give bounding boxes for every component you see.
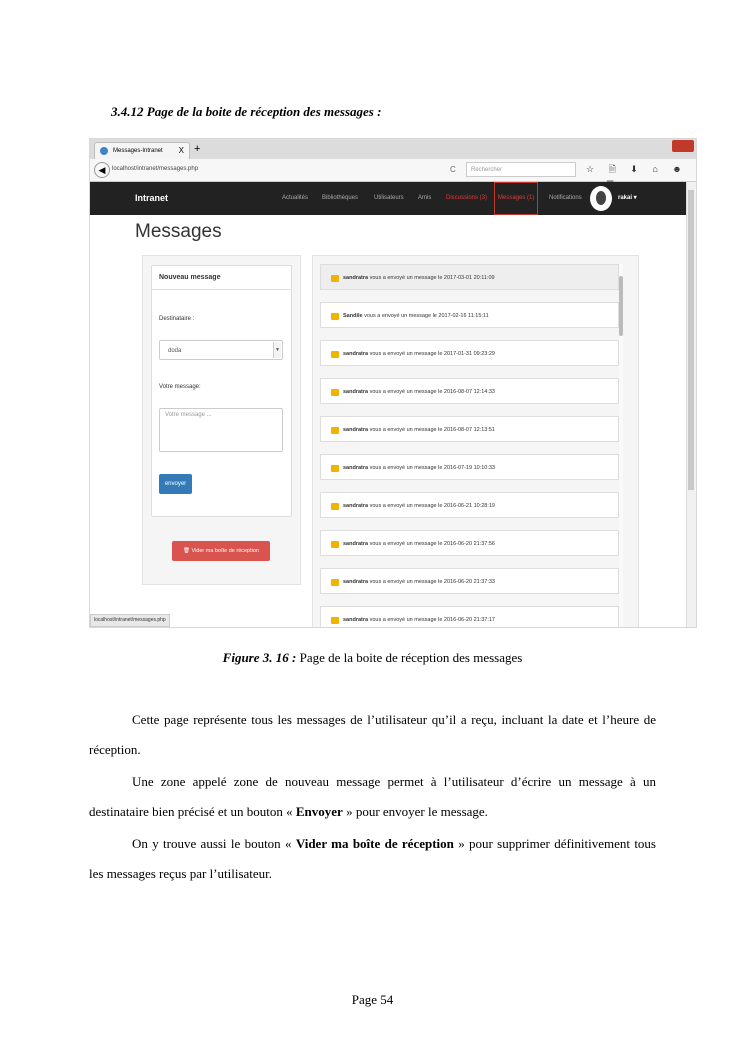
list-item[interactable]: [320, 492, 619, 518]
message-sender: Sandile: [343, 313, 363, 319]
status-bar-url: localhost/intranet/messages.php: [90, 614, 170, 627]
paragraph-2-bold: Envoyer: [295, 804, 343, 819]
envelope-icon: [331, 579, 339, 586]
tab-close-icon[interactable]: X: [178, 146, 184, 155]
section-heading: 3.4.12 Page de la boite de réception des messages :: [111, 104, 382, 119]
user-menu[interactable]: rakai ▾: [618, 195, 637, 201]
nav-item-bibliotheques[interactable]: Bibliothèques: [322, 195, 359, 201]
chevron-down-icon: ▼: [273, 342, 281, 358]
envelope-icon: [331, 275, 339, 282]
message-text: vous a envoyé un message le 2017-03-01 20:11:09: [369, 275, 495, 281]
envelope-icon: [331, 617, 339, 624]
url-field[interactable]: localhost/intranet/messages.php: [112, 166, 199, 172]
message-sender: sandratra: [343, 427, 369, 433]
envelope-icon: [331, 541, 339, 548]
new-tab-button[interactable]: +: [194, 143, 201, 155]
envelope-icon: [331, 389, 339, 396]
reload-icon[interactable]: C: [450, 165, 456, 174]
message-text: vous a envoyé un message le 2016-06-20 21:37:17: [369, 617, 495, 623]
message-text: vous a envoyé un message le 2016-08-07 12:14:33: [369, 389, 495, 395]
site-favicon-icon: [100, 147, 108, 155]
browser-search-input[interactable]: Rechercher: [466, 162, 576, 177]
envelope-icon: [331, 503, 339, 510]
nav-item-amis[interactable]: Amis: [418, 195, 432, 201]
panel-title: Nouveau message: [152, 266, 291, 290]
page-title: Messages: [135, 221, 222, 242]
message-text: vous a envoyé un message le 2016-07-19 10:10:33: [369, 465, 495, 471]
paragraph-3-bold: Vider ma boîte de réception: [295, 836, 454, 851]
paragraph-3-text-c: » pour supprimer définitivement tous les messages reçus par l’utilisateur.: [89, 836, 656, 881]
navbar-brand[interactable]: Intranet: [135, 193, 169, 203]
envelope-icon: [331, 351, 339, 358]
inbox-scrollbar[interactable]: [619, 264, 623, 628]
list-item[interactable]: [320, 568, 619, 594]
paragraph-3: [89, 829, 656, 889]
list-item[interactable]: [320, 264, 619, 290]
browser-toolbar-icons[interactable]: ☆ 🗎 ⬇ ⌂ ☻: [586, 164, 688, 174]
browser-tab[interactable]: [94, 142, 190, 159]
recipient-value: doda: [168, 348, 182, 354]
nav-item-messages[interactable]: Messages (1): [494, 182, 538, 215]
message-sender: sandratra: [343, 465, 369, 471]
page-scrollbar[interactable]: [686, 182, 696, 628]
message-text: vous a envoyé un message le 2016-08-07 12:13:51: [369, 427, 495, 433]
address-bar: [90, 159, 696, 182]
new-message-panel: [151, 265, 292, 517]
back-arrow-icon[interactable]: ◀: [94, 162, 110, 178]
caption-label: Figure 3. 16 :: [222, 650, 297, 665]
message-textarea[interactable]: Votre message ...: [159, 408, 283, 452]
nav-item-discussions[interactable]: Discussions (3): [446, 195, 488, 201]
message-label: Votre message:: [159, 384, 201, 390]
message-text: vous a envoyé un message le 2017-02-16 11:15:11: [364, 313, 489, 319]
nav-item-actualites[interactable]: Actualités: [282, 195, 309, 201]
message-sender: sandratra: [343, 541, 369, 547]
list-item[interactable]: [320, 340, 619, 366]
message-text: vous a envoyé un message le 2017-01-31 09:23:29: [369, 351, 495, 357]
empty-inbox-button[interactable]: 🗑 Vider ma boîte de réception: [172, 541, 270, 561]
figure-caption: [0, 650, 745, 666]
window-close-icon[interactable]: [672, 140, 694, 152]
list-item[interactable]: [320, 530, 619, 556]
recipient-label: Destinataire :: [159, 316, 195, 322]
message-sender: sandratra: [343, 503, 369, 509]
paragraph-1-text: Cette page représente tous les messages de l’utilisateur qu’il a reçu, incluant la date et l’heure de réception.: [89, 712, 656, 757]
nav-item-utilisateurs[interactable]: Utilisateurs: [374, 195, 404, 201]
paragraph-1: [89, 705, 656, 765]
paragraph-2: [89, 767, 656, 827]
message-text: vous a envoyé un message le 2016-06-21 10:28:19: [369, 503, 495, 509]
paragraph-2-text-c: » pour envoyer le message.: [342, 804, 488, 819]
caption-text: Page de la boite de réception des messages: [296, 650, 523, 665]
message-text: vous a envoyé un message le 2016-06-20 21:37:33: [369, 579, 495, 585]
paragraph-2-text-a: Une zone appelé zone de nouveau message permet à l’utilisateur d’écrire un message à un destinataire bien précisé et un bouton «: [89, 774, 656, 819]
envelope-icon: [331, 465, 339, 472]
message-sender: sandratra: [343, 579, 369, 585]
paragraph-3-text-a: On y trouve aussi le bouton «: [132, 836, 296, 851]
nav-item-notifications[interactable]: Notifications: [549, 195, 582, 201]
figure-screenshot: [89, 138, 697, 628]
message-sender: sandratra: [343, 617, 369, 623]
list-item[interactable]: [320, 302, 619, 328]
recipient-select[interactable]: [159, 340, 283, 360]
inbox-list: [320, 264, 623, 628]
list-item[interactable]: [320, 606, 619, 628]
envelope-icon: [331, 313, 339, 320]
send-button[interactable]: envoyer: [159, 474, 192, 494]
message-sender: sandratra: [343, 389, 369, 395]
tab-title: Messages-Intranet: [113, 148, 163, 154]
message-text: vous a envoyé un message le 2016-06-20 21:37:56: [369, 541, 495, 547]
message-sender: sandratra: [343, 275, 369, 281]
page-number: Page 54: [351, 992, 394, 1007]
avatar[interactable]: [590, 186, 612, 211]
message-sender: sandratra: [343, 351, 369, 357]
empty-inbox-label: Vider ma boîte de réception: [191, 548, 259, 554]
list-item[interactable]: [320, 454, 619, 480]
site-navbar: [90, 182, 688, 215]
list-item[interactable]: [320, 416, 619, 442]
browser-tab-bar: [90, 139, 696, 159]
envelope-icon: [331, 427, 339, 434]
list-item[interactable]: [320, 378, 619, 404]
